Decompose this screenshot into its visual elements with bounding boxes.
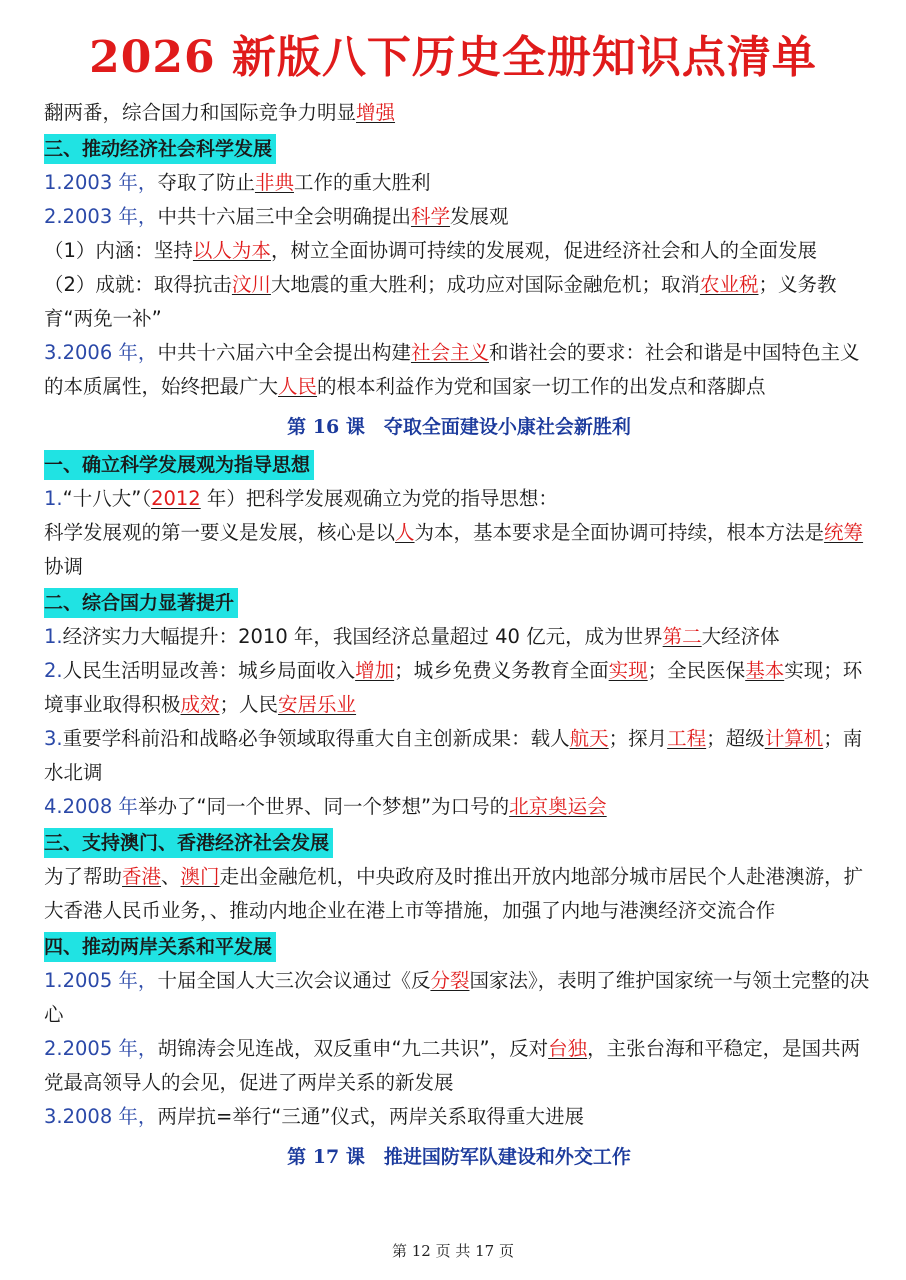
text: “十八大”（: [62, 487, 152, 510]
list-item: [44, 964, 874, 1032]
text: 夺取了防止: [157, 171, 255, 194]
text: 为本，基本要求是全面协调可持续，根本方法是: [414, 521, 825, 544]
text: 中共十六届三中全会明确提出: [157, 205, 411, 228]
text: ；人民: [219, 693, 279, 716]
keyword: 汶川: [231, 273, 271, 296]
keyword: 安居乐业: [278, 693, 357, 716]
list-item: [44, 336, 874, 404]
keyword: 增强: [356, 101, 396, 124]
text: 工作的重大胜利: [293, 171, 431, 194]
keyword: 科学: [410, 205, 450, 228]
text: 举办了“同一个世界、同一个梦想”为口号的: [137, 795, 510, 818]
text: 重要学科前沿和战略必争领域取得重大自主创新成果：载人: [62, 727, 570, 750]
text: ；义务教育“两免一补”: [44, 273, 837, 330]
keyword: 非典: [254, 171, 294, 194]
item-number: 2.: [44, 1037, 63, 1060]
year-label: 2008 年: [62, 795, 138, 818]
page-title: 2026 新版八下历史全册知识点清单: [89, 32, 817, 83]
keyword: 人民: [278, 375, 318, 398]
keyword: 实现: [608, 659, 648, 682]
item-number: 3.: [44, 727, 63, 750]
list-item: [44, 620, 874, 654]
item-number: 3.: [44, 1105, 63, 1128]
list-item: [44, 722, 874, 790]
keyword: 2012: [151, 487, 201, 510]
text: 人民生活明显改善：城乡局面收入: [62, 659, 356, 682]
keyword: 成效: [180, 693, 220, 716]
text: 的根本利益作为党和国家一切工作的出发点和落脚点: [317, 375, 766, 398]
keyword: 统筹: [824, 521, 864, 544]
item-number: 1.: [44, 625, 63, 648]
year-label: 2003 年，: [62, 171, 158, 194]
text: （1）内涵：坚持: [44, 239, 193, 262]
text: 发展观: [449, 205, 509, 228]
text: 和谐社会的要求：社会和谐是中国特色主义的本质属性，始终把最广大: [44, 341, 860, 398]
keyword: 农业税: [699, 273, 759, 296]
list-item: [44, 1032, 874, 1100]
keyword: 以人为本: [192, 239, 271, 262]
section-heading: 三、推动经济社会科学发展: [44, 134, 276, 164]
section-heading: 三、支持澳门、香港经济社会发展: [44, 828, 333, 858]
text: 大地震的重大胜利；成功应对国际金融危机；取消: [270, 273, 700, 296]
section-heading: 一、确立科学发展观为指导思想: [44, 450, 314, 480]
text: ；探月: [608, 727, 668, 750]
year-label: 2006 年，: [62, 341, 158, 364]
text: 大经济体: [701, 625, 780, 648]
keyword: 人: [395, 521, 415, 544]
text: 国家法》，表明了维护国家统一与领土完整的决心: [44, 969, 870, 1026]
paragraph: [44, 860, 874, 928]
keyword: 北京奥运会: [509, 795, 607, 818]
item-number: 4.: [44, 795, 63, 818]
year-label: 2008 年，: [62, 1105, 158, 1128]
keyword: 工程: [667, 727, 707, 750]
section-heading: 四、推动两岸关系和平发展: [44, 932, 276, 962]
item-number: 1.: [44, 969, 63, 992]
section-heading: 二、综合国力显著提升: [44, 588, 238, 618]
text: 科学发展观的第一要义是发展，核心是以: [44, 521, 396, 544]
item-number: 1.: [44, 487, 63, 510]
keyword: 基本: [745, 659, 785, 682]
list-item: [44, 790, 874, 824]
paragraph: [44, 516, 874, 584]
keyword: 台独: [548, 1037, 588, 1060]
list-item: [44, 166, 874, 200]
text: ，主张台海和平稳定，是国共两党最高领导人的会见，促进了两岸关系的新发展: [44, 1037, 861, 1094]
text: 两岸抗=举行“三通”仪式，两岸关系取得重大进展: [157, 1105, 584, 1128]
year-label: 2005 年，: [62, 969, 158, 992]
document-body: [44, 96, 874, 1176]
keyword: 计算机: [764, 727, 824, 750]
text: 走出金融危机，中央政府及时推出开放内地部分城市居民个人赴港澳游，扩大香港人民币业务，、推动内地企业在港上市等措施，加强了内地与港澳经济交流合作: [44, 865, 864, 922]
continued-line: [44, 96, 874, 130]
text: 年）把科学发展观确立为党的指导思想：: [200, 487, 558, 510]
lesson-title: 第 16 课 夺取全面建设小康社会新胜利: [287, 416, 631, 438]
keyword: 增加: [355, 659, 395, 682]
text: 经济实力大幅提升：2010 年，我国经济总量超过 40 亿元，成为世界: [62, 625, 663, 648]
text: ；南水北调: [44, 727, 863, 784]
keyword: 社会主义: [410, 341, 489, 364]
text: 协调: [44, 555, 84, 578]
text: 为了帮助: [44, 865, 123, 888]
text: 十届全国人大三次会议通过《反: [157, 969, 431, 992]
item-number: 3.: [44, 341, 63, 364]
lesson-title: 第 17 课 推进国防军队建设和外交工作: [287, 1146, 631, 1168]
year-label: 2003 年，: [62, 205, 158, 228]
text: 、: [161, 865, 181, 888]
text: 胡锦涛会见连战，双反重申“九二共识”，反对: [157, 1037, 549, 1060]
text: 实现；环境事业取得积极: [44, 659, 863, 716]
text: ；全民医保: [647, 659, 746, 682]
keyword: 分裂: [430, 969, 470, 992]
text: （2）成就：取得抗击: [44, 273, 232, 296]
sub-item: [44, 234, 874, 268]
item-number: 1.: [44, 171, 63, 194]
keyword: 航天: [569, 727, 609, 750]
year-label: 2005 年，: [62, 1037, 158, 1060]
list-item: [44, 654, 874, 722]
sub-item: [44, 268, 874, 336]
list-item: [44, 200, 874, 234]
text: ，树立全面协调可持续的发展观，促进经济社会和人的全面发展: [270, 239, 817, 262]
list-item: [44, 1100, 874, 1134]
keyword: 第二: [662, 625, 702, 648]
item-number: 2.: [44, 205, 63, 228]
item-number: 2.: [44, 659, 63, 682]
keyword: 香港: [122, 865, 162, 888]
text: ；超级: [706, 727, 765, 750]
list-item: [44, 482, 874, 516]
page-footer: 第 12 页 共 17 页: [391, 1242, 514, 1260]
text: 翻两番，综合国力和国际竞争力明显: [44, 101, 357, 124]
keyword: 澳门: [180, 865, 220, 888]
text: ；城乡免费义务教育全面: [394, 659, 609, 682]
text: 中共十六届六中全会提出构建: [157, 341, 411, 364]
